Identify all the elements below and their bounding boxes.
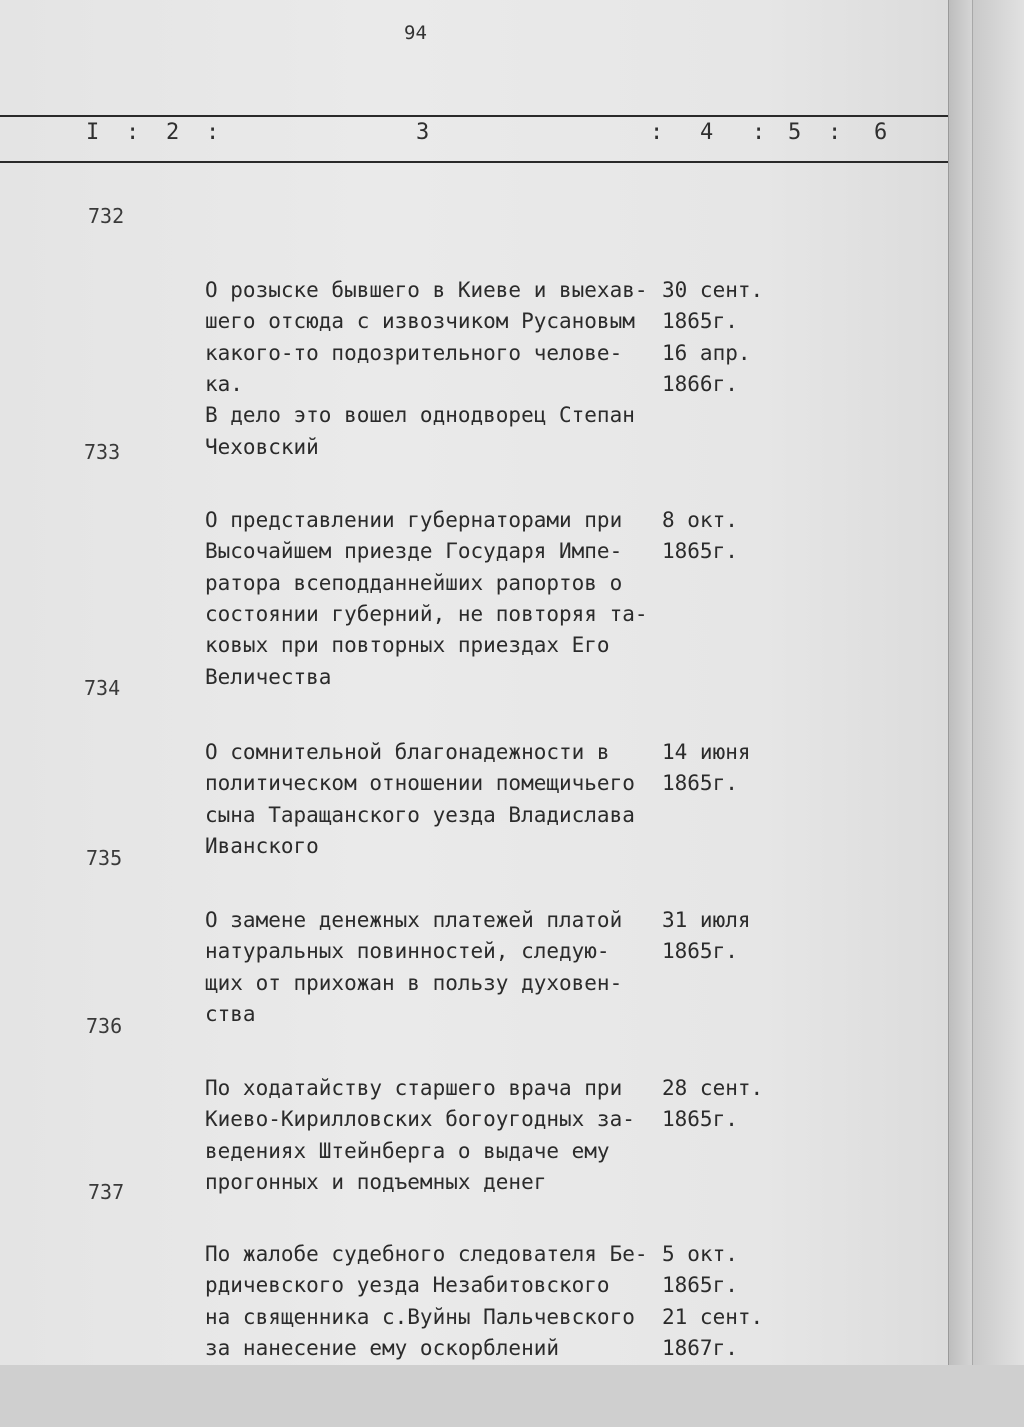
entry-description: О розыске бывшего в Киеве и выехав- шего отсюда с извозчиком Русановым какого-то подозрительного челове- ка. В дело это вошел однодворец Степан Чеховский (205, 277, 648, 459)
entry-description: О представлении губернаторами при Высочайшем приезде Государя Импе- ратора всеподданнейших рапортов о состоянии губерний, не повторяя та- ковых при повторных приездах Его Величества (205, 507, 648, 689)
entry-number: 736 (86, 1014, 123, 1038)
column-header-3: 3 (416, 120, 430, 145)
entry-dates: 30 сент. 1865г. 16 апр. 1866г. (662, 277, 764, 397)
entry-description: О сомнительной благонадежности в политическом отношении помещичьего сына Таращанского уезда Владислава Иванского (205, 739, 635, 859)
entry-dates: 28 сент. 1865г. (662, 1075, 764, 1132)
entry-number: 733 (84, 440, 121, 464)
stacked-page-edge (972, 0, 1024, 1365)
entry-dates: 8 окт. 1865г. (662, 507, 738, 564)
column-header-2: 2 (166, 120, 180, 145)
entry-number: 734 (84, 676, 121, 700)
entry-number: 732 (88, 204, 125, 228)
entry-dates: 5 окт. 1865г. 21 сент. 1867г. (662, 1241, 764, 1361)
entry-dates: 31 июля 1865г. (662, 907, 751, 964)
header-bottom-rule (0, 161, 948, 163)
entry-description: По ходатайству старшего врача при Киево-Кирилловских богоугодных за- ведениях Штейнберга о выдаче ему прогонных и подъемных денег (205, 1075, 635, 1195)
document-page: 94 I : 2 : 3 : 4 : 5 : 6 732 О розыске бывшего в Киеве и выехав- шего отсюда с извозчиком Русановым какого-то подозрительного челове- ка. В дело это вошел однодворец Степан Чеховский 30 сент. 1865г. 16 апр. 1866г. 733 О представлении губернаторами при Высочайшем приезде Государя Импе- ратора всеподданнейших рапортов о состоянии губерний, не повторяя та- ковых при повторных приездах Его Величества 8 окт. 1865г. 734 О сомнительной благонадежности в политическом отношении помещичьего сына Таращанского уезда Владислава Иванского 14 июня 1865г. 735 О замене денежных платежей платой натуральных повинностей, следую- щих от прихожан в пользу духовен- ства 31 июля 1865г. 736 По ходатайству старшего врача при Киево-Кирилловских богоугодных за- ведениях Штейнберга о выдаче ему прогонных и подъемных денег 28 сент. 1865г. 737 По жалобе судебного следователя Бе- рдичевского уезда Незабитовского на священника с.Вуйны Пальчевского за нанесение ему оскорблений 5 окт. 1865г. 21 сент. 1867г. (0, 0, 948, 1365)
column-header-4: 4 (700, 120, 714, 145)
entry-number: 735 (86, 846, 123, 870)
column-header-6: 6 (874, 120, 888, 145)
page-number: 94 (404, 22, 427, 44)
stacked-page-edge (948, 0, 973, 1365)
entry-description: По жалобе судебного следователя Бе- рдичевского уезда Незабитовского на священника с.Вуйны Пальчевского за нанесение ему оскорблений (205, 1241, 648, 1361)
column-header-5: 5 (788, 120, 802, 145)
entry-description: О замене денежных платежей платой натуральных повинностей, следую- щих от прихожан в пользу духовен- ства (205, 907, 623, 1027)
entry-dates: 14 июня 1865г. (662, 739, 751, 796)
column-header-1: I (86, 120, 100, 145)
entry-number: 737 (88, 1180, 125, 1204)
header-top-rule (0, 115, 948, 117)
